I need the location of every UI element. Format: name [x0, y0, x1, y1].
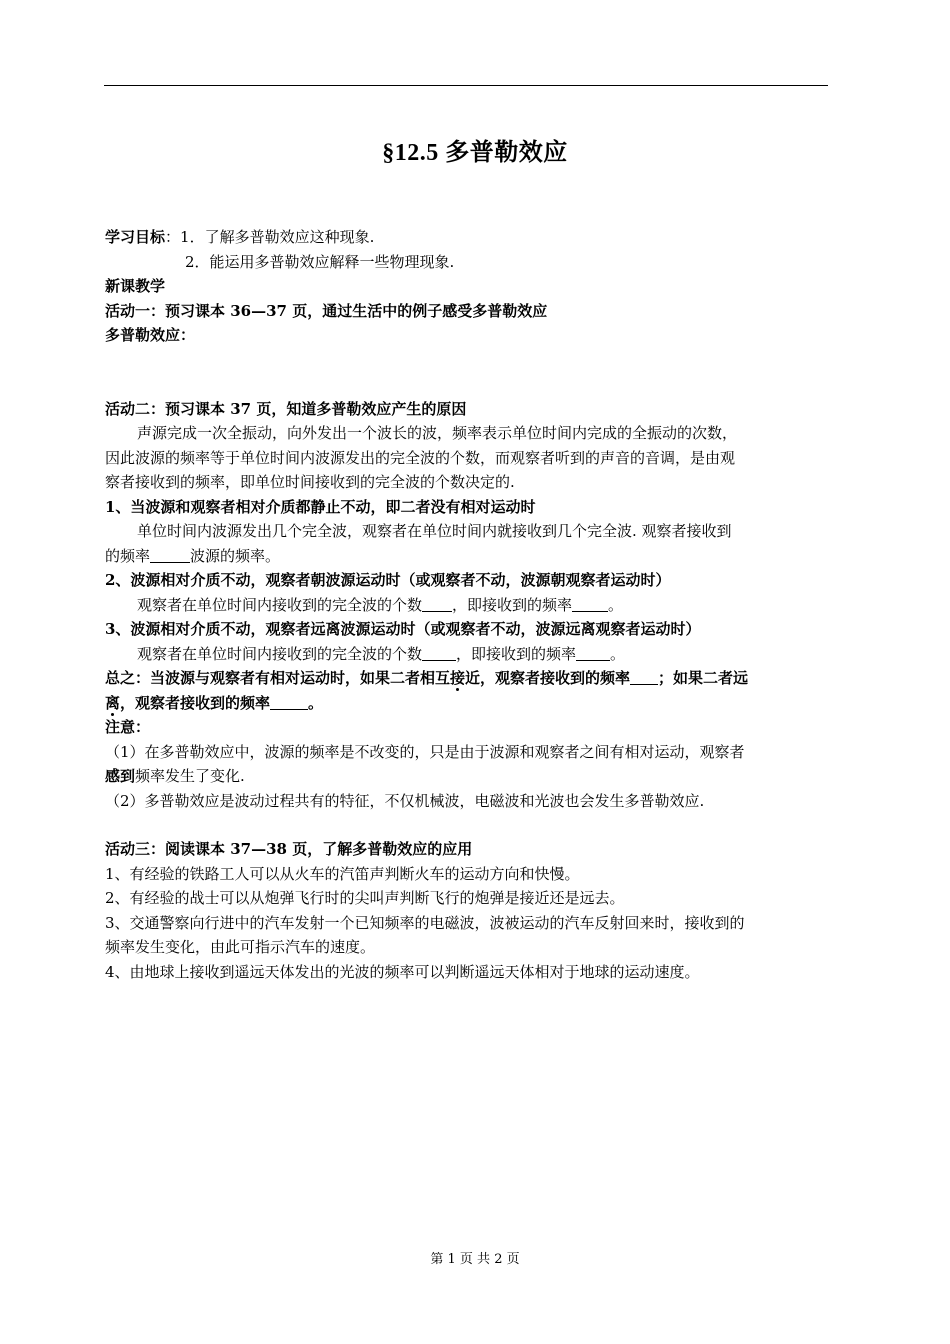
case3-fill-line: 观察者在单位时间内接收到的完全波的个数 ，即接收到的频率 。	[137, 644, 626, 663]
case1-heading: 1、当波源和观察者相对介质都静止不动，即二者没有相对运动时	[105, 497, 536, 516]
page-title: §12.5 多普勒效应	[382, 140, 568, 166]
application-4: 4、由地球上接收到遥远天体发出的光波的频率可以判断遥远天体相对于地球的运动速度。	[105, 962, 700, 981]
application-3-line-1: 3、交通警察向行进中的汽车发射一个已知频率的电磁波，波被运动的汽车反射回来时，接收到的	[105, 913, 745, 932]
objective-line-2: 2．能运用多普勒效应解释一些物理现象.	[185, 252, 455, 271]
paragraph-line: 因此波源的频率等于单位时间内波源发出的完全波的个数，而观察者听到的声音的音调，是由观	[105, 448, 736, 467]
paragraph-line: 声源完成一次全振动，向外发出一个波长的波，频率表示单位时间内完成的全振动的次数，	[137, 424, 738, 442]
summary-line-2: 离，观察者接收到的频率 。	[105, 693, 324, 712]
fill-blank[interactable]	[270, 693, 308, 710]
activity2-heading: 活动二：预习课本 37 页，知道多普勒效应产生的原因	[105, 399, 467, 418]
case2-heading: 2、波源相对介质不动，观察者朝波源运动时（或观察者不动，波源朝观察者运动时）	[105, 571, 671, 589]
application-1: 1、有经验的铁路工人可以从火车的汽笛声判断火车的运动方向和快慢。	[105, 864, 580, 883]
page-number: 第 1 页 共 2 页	[430, 1252, 520, 1267]
case2-fill-line: 观察者在单位时间内接收到的完全波的个数 ，即接收到的频率 。	[137, 595, 624, 614]
activity1-heading: 活动一：预习课本 36—37 页，通过生活中的例子感受多普勒效应	[105, 301, 548, 320]
paragraph-line: 单位时间内波源发出几个完全波，观察者在单位时间内就接收到几个完全波. 观察者接收到	[137, 522, 732, 540]
spacer	[105, 813, 825, 837]
fill-blank[interactable]	[576, 644, 610, 661]
new-lesson-heading: 新课教学	[105, 277, 166, 295]
activity1-doppler-label: 多普勒效应：	[105, 326, 196, 344]
fill-blank[interactable]	[422, 595, 452, 612]
answer-space	[105, 348, 825, 397]
case3-heading: 3、波源相对介质不动，观察者远离波源运动时（或观察者不动，波源远离观察者运动时）	[105, 620, 701, 638]
document-body	[105, 225, 825, 984]
notes-heading: 注意：	[105, 718, 151, 736]
fill-blank[interactable]	[572, 595, 608, 612]
note-1-line-2: 感到频率发生了变化.	[105, 767, 245, 785]
fill-blank[interactable]	[630, 668, 658, 685]
emphasis-char: 离	[105, 693, 121, 712]
summary-line-1: 总之：当波源与观察者有相对运动时，如果二者相互接近，观察者接收到的频率 ；如果二者远	[105, 669, 749, 687]
case1-fill-line: 的频率 波源的频率。	[105, 546, 281, 565]
fill-blank[interactable]	[150, 546, 190, 563]
paragraph-line: 察者接收到的频率，即单位时间接收到的完全波的个数决定的.	[105, 473, 515, 491]
note-2: （2）多普勒效应是波动过程共有的特征，不仅机械波，电磁波和光波也会发生多普勒效应.	[105, 791, 705, 810]
application-2: 2、有经验的战士可以从炮弹飞行时的尖叫声判断飞行的炮弹是接近还是远去。	[105, 889, 625, 907]
fill-blank[interactable]	[422, 644, 456, 661]
objective-line-1: 学习目标：1．了解多普勒效应这种现象.	[105, 228, 375, 246]
activity3-heading: 活动三：阅读课本 37—38 页，了解多普勒效应的应用	[105, 840, 473, 858]
header-rule	[104, 85, 828, 86]
emphasis-char: 接	[450, 669, 466, 687]
note-1-line-1: （1）在多普勒效应中，波源的频率是不改变的，只是由于波源和观察者之间有相对运动，观察者	[105, 742, 745, 761]
application-3-line-2: 频率发生变化，由此可指示汽车的速度。	[105, 938, 376, 956]
